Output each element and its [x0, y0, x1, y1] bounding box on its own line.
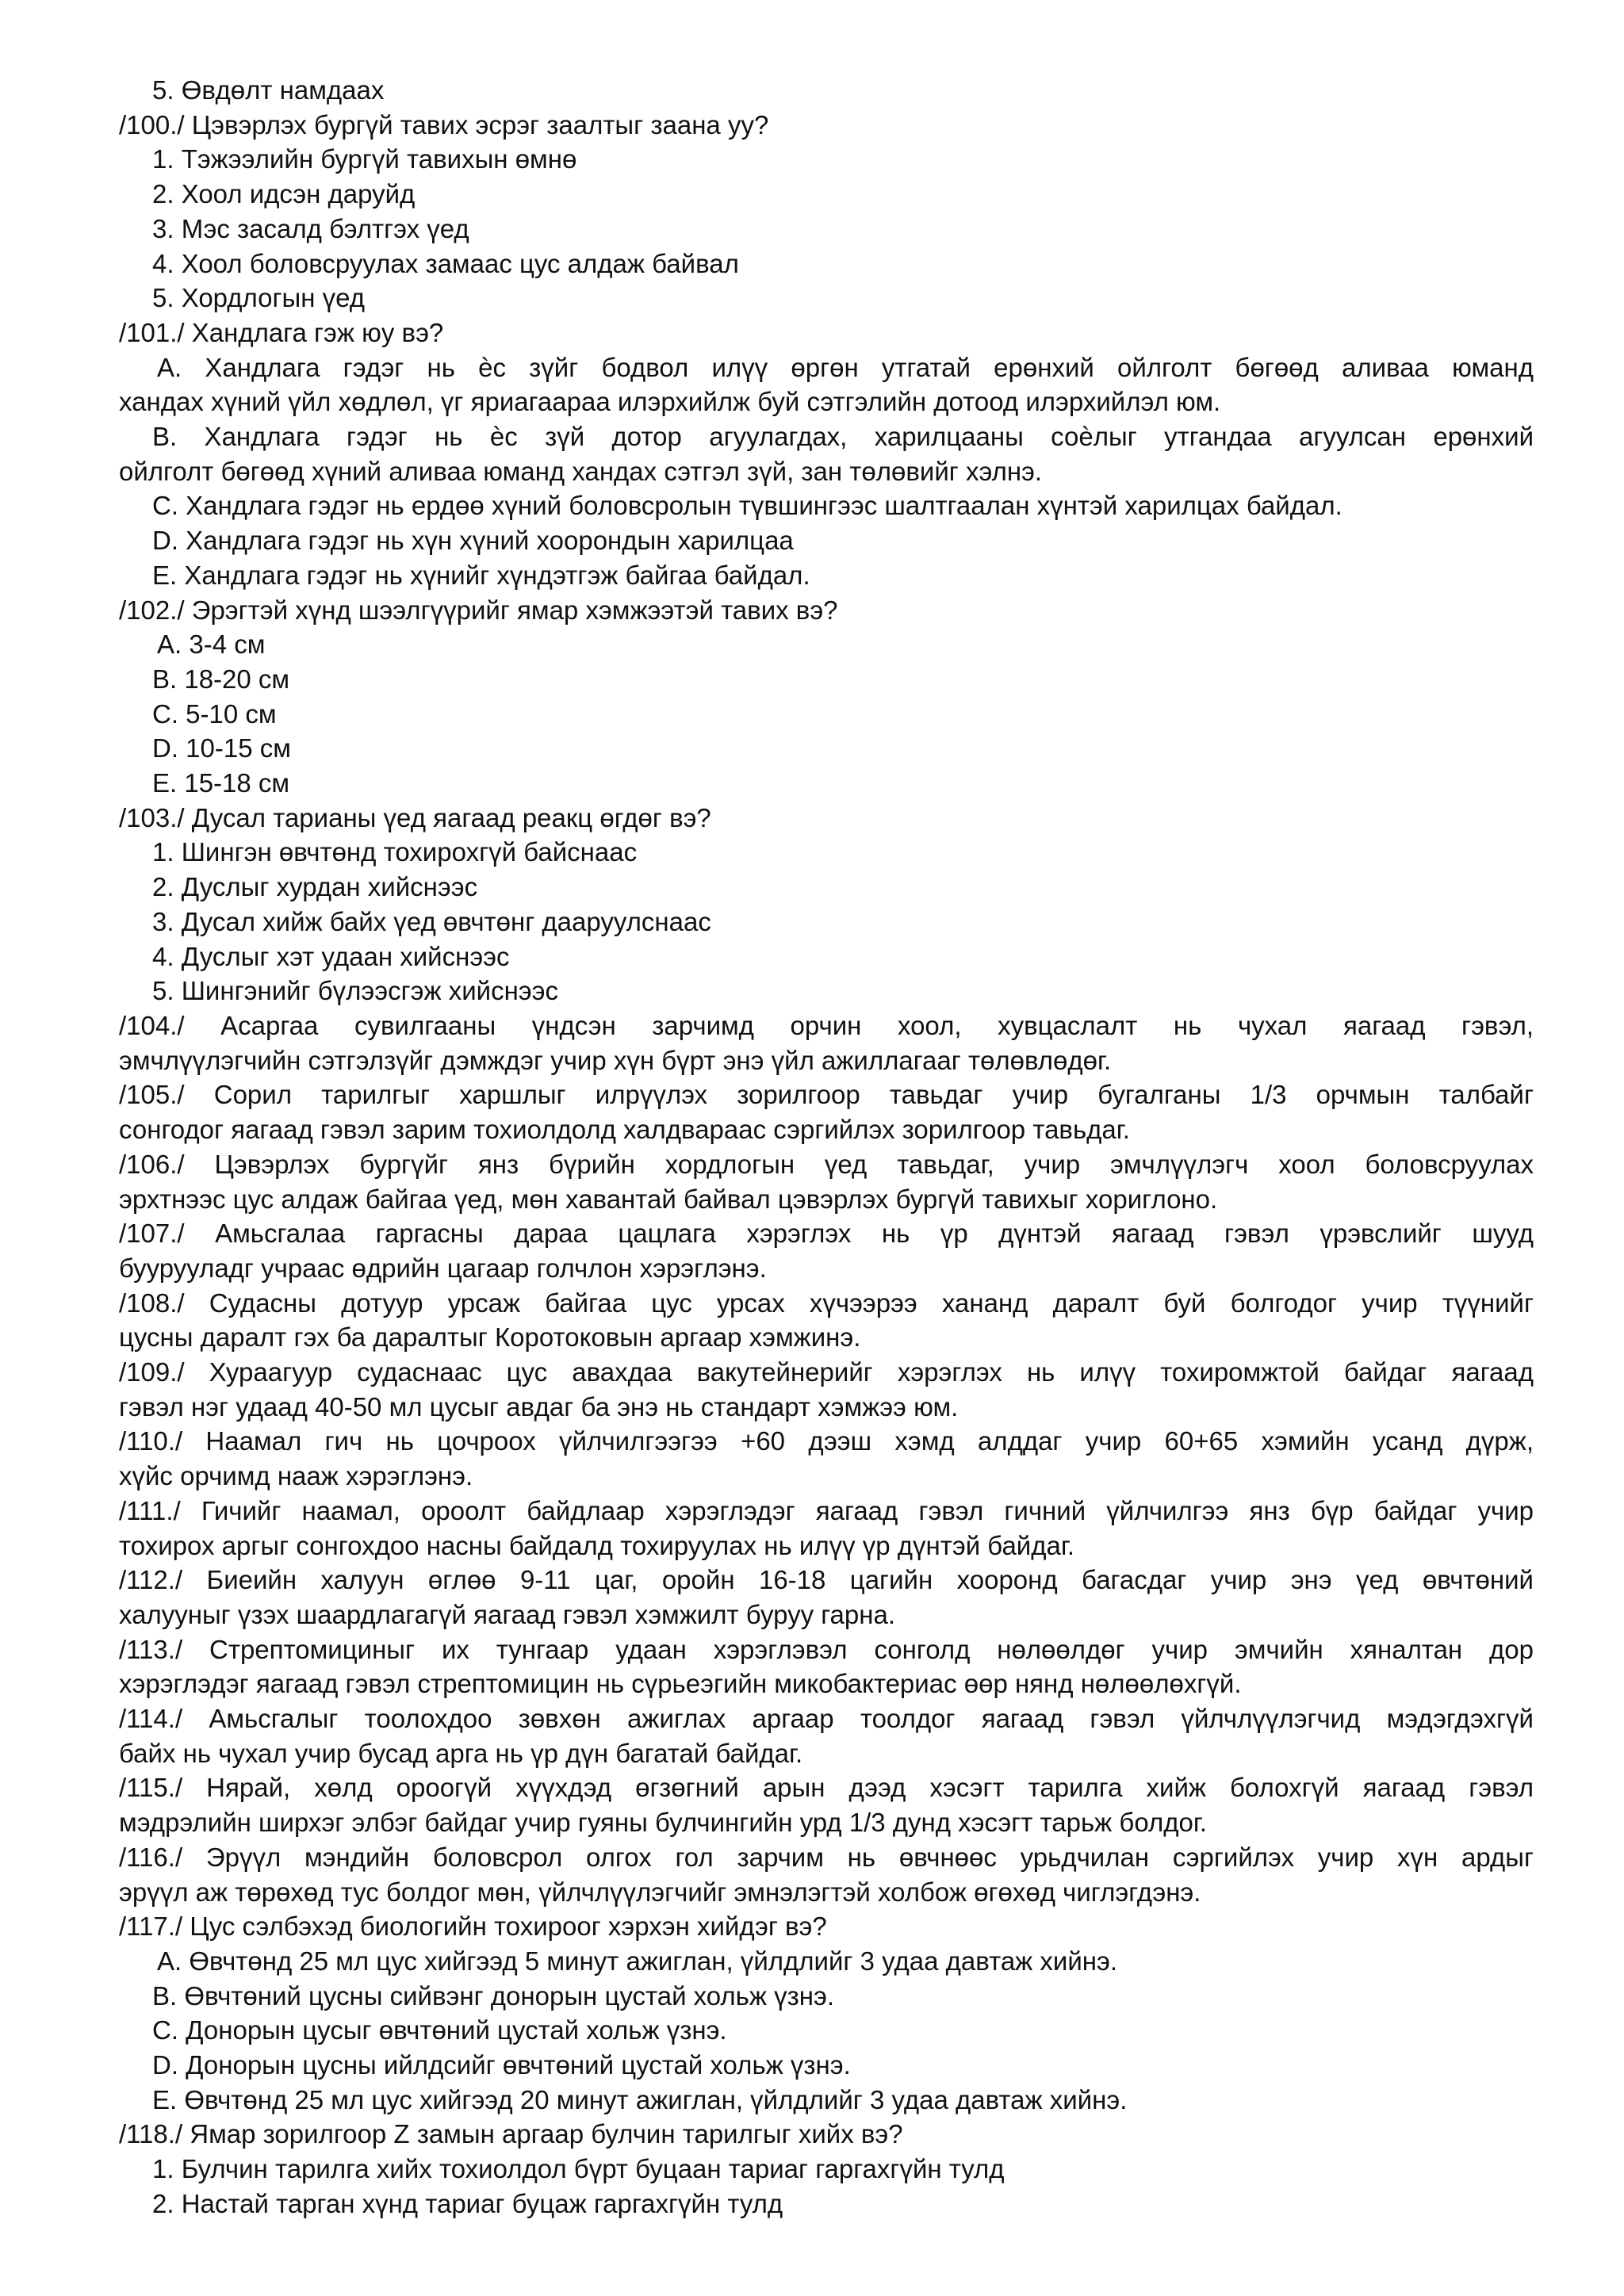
text-line: сонгодог яагаад гэвэл зарим тохиолдолд халдвараас сэргийлэх зорилгоор тавьдаг.	[119, 1115, 1130, 1145]
document-page	[119, 73, 1534, 2221]
text-line: цусны даралт гэх ба даралтыг Коротоковын аргаар хэмжинэ.	[119, 1322, 861, 1353]
text-line: /109./ Хураагуур судаснаас цус авахдаа вакутейнерийг хэрэглэх нь илүү тохиромжтой байдаг яагаад	[119, 1357, 1534, 1387]
text-line: эрхтнээс цус алдаж байгаа үед, мөн хавантай байвал цэвэрлэх бургүй тавихыг хориглоно.	[119, 1184, 1218, 1214]
text-line: мэдрэлийн ширхэг элбэг байдаг учир гуяны булчингийн урд 1/3 дунд хэсэгт тарьж болдог.	[119, 1808, 1207, 1838]
text-line: эмчлүүлэгчийн сэтгэлзүйг дэмждэг учир хүн бүрт энэ үйл ажиллагааг төлөвлөдөг.	[119, 1045, 1112, 1075]
text-line: эрүүл аж төрөхөд тус болдог мөн, үйлчлүүлэгчийг эмнэлэгтэй холбож өгөхөд чиглэгдэнэ.	[119, 1877, 1201, 1907]
text-line: буурууладг учраас өдрийн цагаар голчлон хэрэглэнэ.	[119, 1253, 767, 1283]
text-line: /106./ Цэвэрлэх бургүйг янз бүрийн хордлогын үед тавьдаг, учир эмчлүүлэгч хоол боловсруулах	[119, 1149, 1534, 1179]
text-line: 1. Булчин тарилга хийх тохиолдол бүрт буцаан тариаг гаргахгүйн тулд	[152, 2154, 1005, 2184]
text-line: 4. Хоол боловсруулах замаас цус алдаж байвал	[152, 248, 739, 278]
text-line: 2. Дуслыг хурдан хийснээс	[152, 872, 478, 902]
text-line: B. 18-20 см	[152, 664, 290, 694]
text-line: /117./ Цус сэлбэхэд биологийн тохироог хэрхэн хийдэг вэ?	[119, 1911, 827, 1942]
text-line: B. Өвчтөний цусны сийвэнг донорын цустай хольж үзнэ.	[152, 1980, 834, 2011]
text-line: 5. Өвдөлт намдаах	[152, 75, 385, 105]
text-line: C. Донорын цусыг өвчтөний цустай хольж үзнэ.	[152, 2015, 727, 2045]
text-line: C. 5-10 см	[152, 698, 277, 729]
text-line: 3. Дусал хийж байх үед өвчтөнг дааруулснаас	[152, 906, 711, 936]
text-line: /114./ Амьсгалыг тоолохдоо зөвхөн ажиглах аргаар тоолдог яагаад гэвэл үйлчлүүлэгчид мэдэгдэхгүй	[119, 1704, 1534, 1734]
text-line: /107./ Амьсгалаа гаргасны дараа цацлага хэрэглэх нь үр дүнтэй яагаад гэвэл үрэвслийг шууд	[119, 1219, 1534, 1249]
text-line: /101./ Хандлага гэж юу вэ?	[119, 317, 444, 347]
text-line: гэвэл нэг удаад 40-50 мл цусыг авдаг ба энэ нь стандарт хэмжээ юм.	[119, 1391, 959, 1422]
text-line: C. Хандлага гэдэг нь ердөө хүний боловсролын түвшингээс шалтгаалан хүнтэй харилцах байдал.	[152, 491, 1342, 521]
text-line: халууныг үзэх шаардлагагүй яагаад гэвэл хэмжилт буруу гарна.	[119, 1599, 895, 1629]
text-line: E. Өвчтөнд 25 мл цус хийгээд 20 минут ажиглан, үйлдлийг 3 удаа давтаж хийнэ.	[152, 2084, 1128, 2114]
text-line: хандах хүний үйл хөдлөл, үг яриагаараа илэрхийлж буй сэтгэлийн дотоод илэрхийлэл юм.	[119, 387, 1221, 417]
text-line: B. Хандлага гэдэг нь ѐс зүй дотор агуулагдах, харилцааны соѐлыг утгандаа агуулсан ерөнхий	[152, 422, 1534, 452]
text-line: E. Хандлага гэдэг нь хүнийг хүндэтгэж байгаа байдал.	[152, 560, 810, 590]
text-line: /118./ Ямар зорилгоор Z замын аргаар булчин тарилгыг хийх вэ?	[119, 2119, 903, 2149]
text-line: 1. Тэжээлийн бургүй тавихын өмнө	[152, 144, 577, 174]
text-line: ойлголт бөгөөд хүний аливаа юманд хандах сэтгэл зүй, зан төлөвийг хэлнэ.	[119, 456, 1043, 486]
text-line: /113./ Стрептомициныг их тунгаар удаан хэрэглэвэл сонголд нөлөөлдөг учир эмчийн хяналтан дор	[119, 1634, 1534, 1664]
text-line: /115./ Нярай, хөлд ороогүй хүүхдэд өгзөгний арын дээд хэсэгт тарилга хийж болохгүй яагаад гэвэл	[119, 1773, 1534, 1803]
text-line: /102./ Эрэгтэй хүнд шээлгүүрийг ямар хэмжээтэй тавих вэ?	[119, 595, 838, 625]
text-line: 1. Шингэн өвчтөнд тохирохгүй байснаас	[152, 837, 638, 867]
text-line: 5. Шингэнийг бүлээсгэж хийснээс	[152, 976, 558, 1006]
text-line: /108./ Судасны дотуур урсаж байгаа цус урсах хүчээрээ хананд даралт буй болгодог учир түүнийг	[119, 1288, 1534, 1318]
text-line: A. Өвчтөнд 25 мл цус хийгээд 5 минут ажиглан, үйлдлийг 3 удаа давтаж хийнэ.	[157, 1946, 1118, 1976]
text-line: /104./ Асаргаа сувилгааны үндсэн зарчимд орчин хоол, хувцаслалт нь чухал яагаад гэвэл,	[119, 1010, 1534, 1040]
text-line: хүйс орчимд нааж хэрэглэнэ.	[119, 1461, 473, 1491]
text-line: E. 15-18 см	[152, 768, 290, 798]
text-line: /105./ Сорил тарилгыг харшлыг илрүүлэх зорилгоор тавьдаг учир бугалганы 1/3 орчмын талбайг	[119, 1080, 1534, 1110]
text-line: 3. Мэс засалд бэлтгэх үед	[152, 213, 469, 243]
text-line: D. 10-15 см	[152, 733, 291, 763]
text-line: хэрэглэдэг яагаад гэвэл стрептомицин нь сүрьеэгийн микобактериас өөр нянд нөлөөлөхгүй.	[119, 1669, 1242, 1699]
text-line: /116./ Эрүүл мэндийн боловсрол олгох гол зарчим нь өвчнөөс урьдчилан сэргийлэх учир хүн ардыг	[119, 1842, 1534, 1872]
text-line: 4. Дуслыг хэт удаан хийснээс	[152, 941, 510, 971]
text-line: /111./ Гичийг наамал, ороолт байдлаар хэрэглэдэг яагаад гэвэл гичний үйлчилгээ янз бүр байдаг учир	[119, 1495, 1534, 1525]
text-line: 2. Хоол идсэн даруйд	[152, 179, 416, 209]
text-line: /100./ Цэвэрлэх бургүй тавих эсрэг заалтыг заана уу?	[119, 109, 769, 140]
text-line: /112./ Биеийн халуун өглөө 9-11 цаг, оройн 16-18 цагийн хооронд багасдаг учир энэ үед өвчтөний	[119, 1565, 1534, 1595]
text-line: 2. Настай тарган хүнд тариаг буцаж гаргахгүйн тулд	[152, 2188, 783, 2218]
text-line: 5. Хордлогын үед	[152, 283, 366, 313]
text-line: D. Донорын цусны ийлдсийг өвчтөний цустай хольж үзнэ.	[152, 2050, 851, 2080]
text-line: тохирох аргыг сонгохдоо насны байдалд тохируулах нь илүү үр дүнтэй байдаг.	[119, 1530, 1075, 1560]
text-line: байх нь чухал учир бусад арга нь үр дүн багатай байдаг.	[119, 1738, 803, 1768]
text-line: /103./ Дусал тарианы үед яагаад реакц өгдөг вэ?	[119, 802, 711, 832]
text-line: A. 3-4 см	[157, 629, 266, 660]
text-line: D. Хандлага гэдэг нь хүн хүний хоорондын харилцаа	[152, 526, 794, 556]
text-line: /110./ Наамал гич нь цочроох үйлчилгээгээ +60 дээш хэмд алддаг учир 60+65 хэмийн усанд дүрж,	[119, 1426, 1534, 1456]
text-line: A. Хандлага гэдэг нь ѐс зүйг бодвол илүү өргөн утгатай ерөнхий ойлголт бөгөөд аливаа юманд	[157, 352, 1534, 382]
